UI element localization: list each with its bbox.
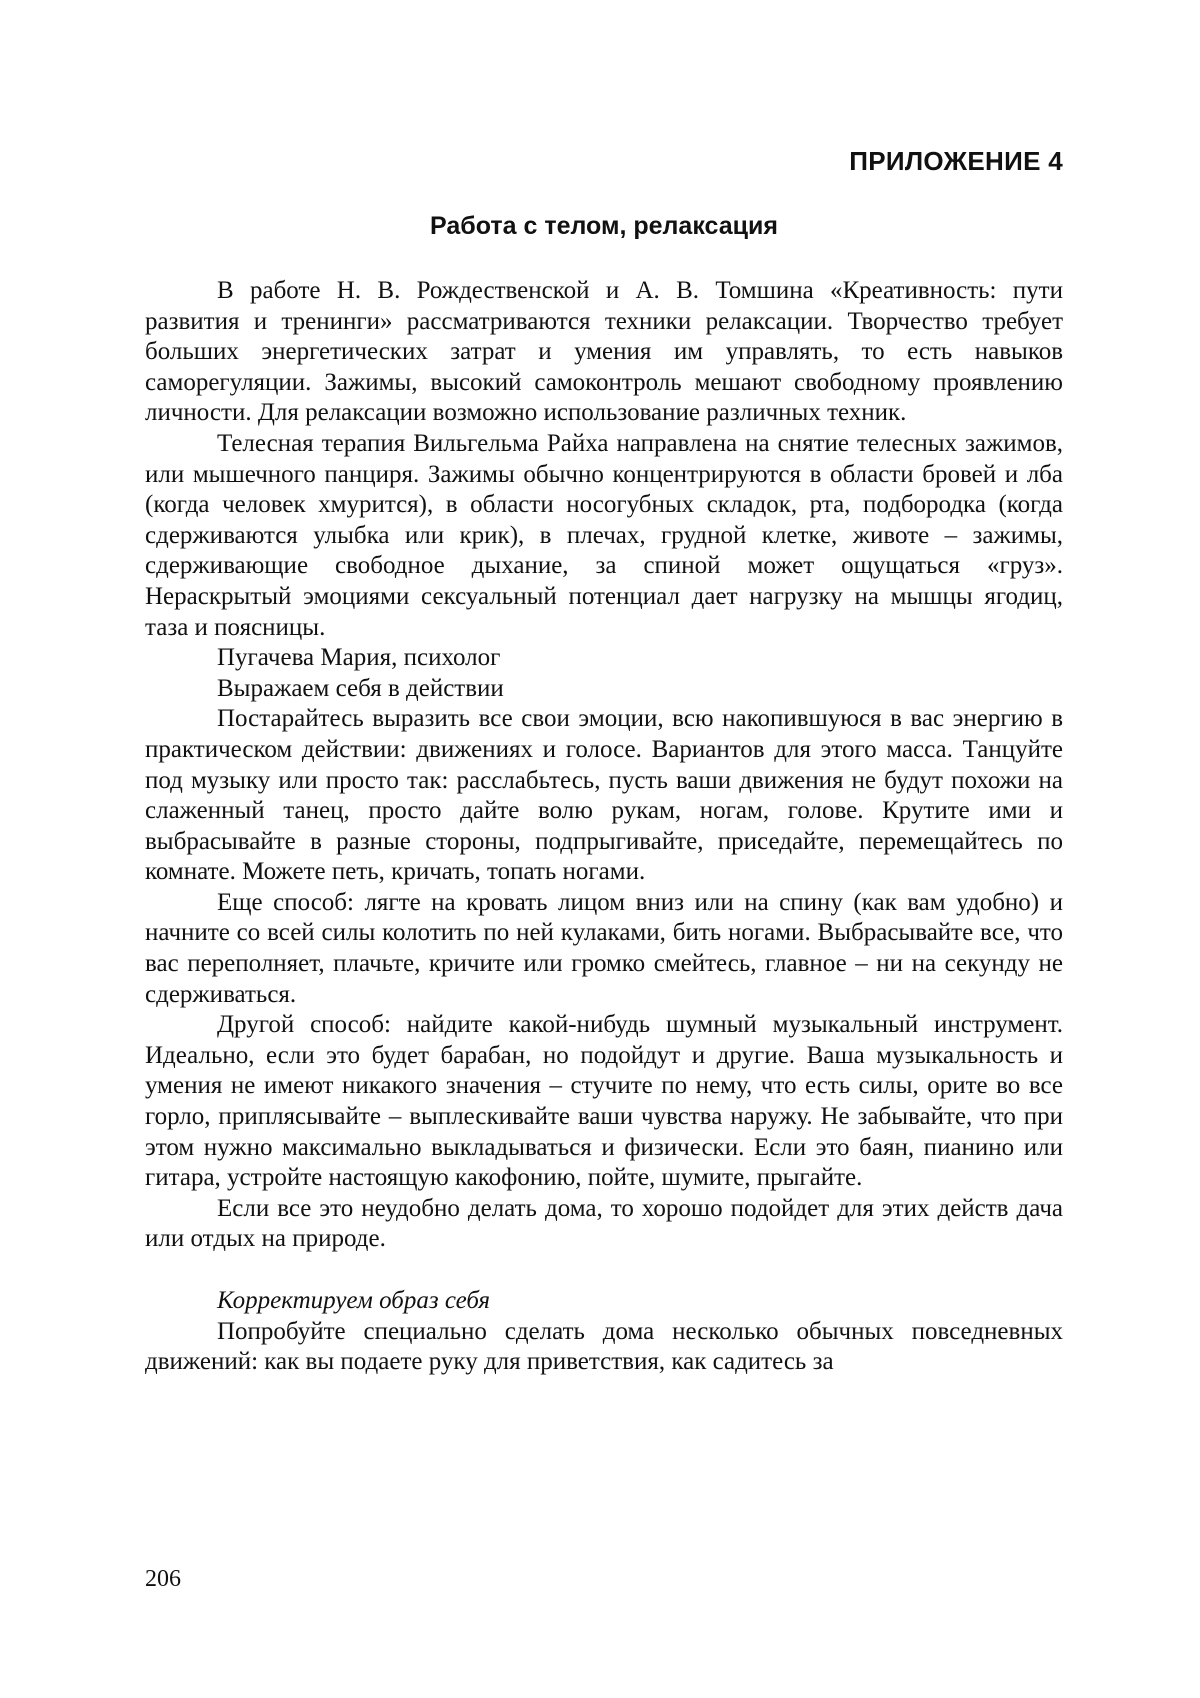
subheading: Корректируем образ себя: [217, 1287, 490, 1314]
paragraph: Еще способ: лягте на кровать лицом вниз или на спину (как вам удобно) и начните со всей силы колотить по ней кулаками, бить ногами. Выбрасывайте все, что вас переполняет, плачьте, кричите или громко смейтесь, главное – ни на секунду не сдерживаться.: [145, 888, 1063, 1008]
section-title: Работа с телом, релаксация: [430, 212, 778, 240]
paragraph: Другой способ: найдите какой-нибудь шумный музыкальный инструмент. Идеально, если это будет барабан, но подойдут и другие. Ваша музыкальность и умения не имеют никакого значения – стучите по нему, что есть силы, орите во все горло, приплясывайте – выплескивайте ваши чувства наружу. Не забывайте, что при этом нужно максимально выкладываться и физически. Если это баян, пианино или гитара, устройте настоящую какофонию, пойте, шумите, прыгайте.: [145, 1011, 1063, 1192]
body-text: [145, 276, 1063, 1378]
paragraph: Постарайтесь выразить все свои эмоции, всю накопившуюся в вас энергию в практическом действии: движениях и голосе. Вариантов для этого масса. Танцуйте под музыку или просто так: расслабьтесь, пусть ваши движения не будут похожи на слаженный танец, просто дайте волю рукам, ногам, голове. Крутите ими и выбрасывайте в разные стороны, подпрыгивайте, приседайте, перемещайтесь по комнате. Можете петь, кричать, топать ногами.: [145, 705, 1063, 886]
paragraph-subtitle-line: Выражаем себя в действии: [217, 674, 504, 702]
book-page: [145, 0, 1063, 1698]
paragraph-continued: Попробуйте специально сделать дома несколько обычных повседневных движений: как вы подаете руку для приветствия, как садитесь за: [145, 1317, 1063, 1376]
paragraph: Телесная терапия Вильгельма Райха направлена на снятие телесных зажимов, или мышечного панциря. Зажимы обычно концентрируются в области бровей и лба (когда человек хмурится), в области носогубных складок, рта, подбородка (когда сдерживаются улыбка или крик), в плечах, грудной клетке, животе – зажимы, сдерживающие свободное дыхание, за спиной может ощущаться «груз». Нераскрытый эмоциями сексуальный потенциал дает нагрузку на мышцы ягодиц, таза и поясницы.: [145, 429, 1063, 641]
paragraph: Если все это неудобно делать дома, то хорошо подойдет для этих действ дача или отдых на природе.: [145, 1194, 1063, 1253]
paragraph: В работе Н. В. Рождественской и А. В. Томшина «Креативность: пути развития и тренинги» рассматриваются техники релаксации. Творчество требует больших энергетических затрат и умения им управлять, то есть навыков саморегуляции. Зажимы, высокий самоконтроль мешают свободному проявлению личности. Для релаксации возможно использование различных техник.: [145, 277, 1063, 427]
paragraph-author-line: Пугачева Мария, психолог: [217, 644, 501, 672]
page-number: 206: [145, 1566, 181, 1592]
appendix-label: ПРИЛОЖЕНИЕ 4: [849, 146, 1063, 176]
